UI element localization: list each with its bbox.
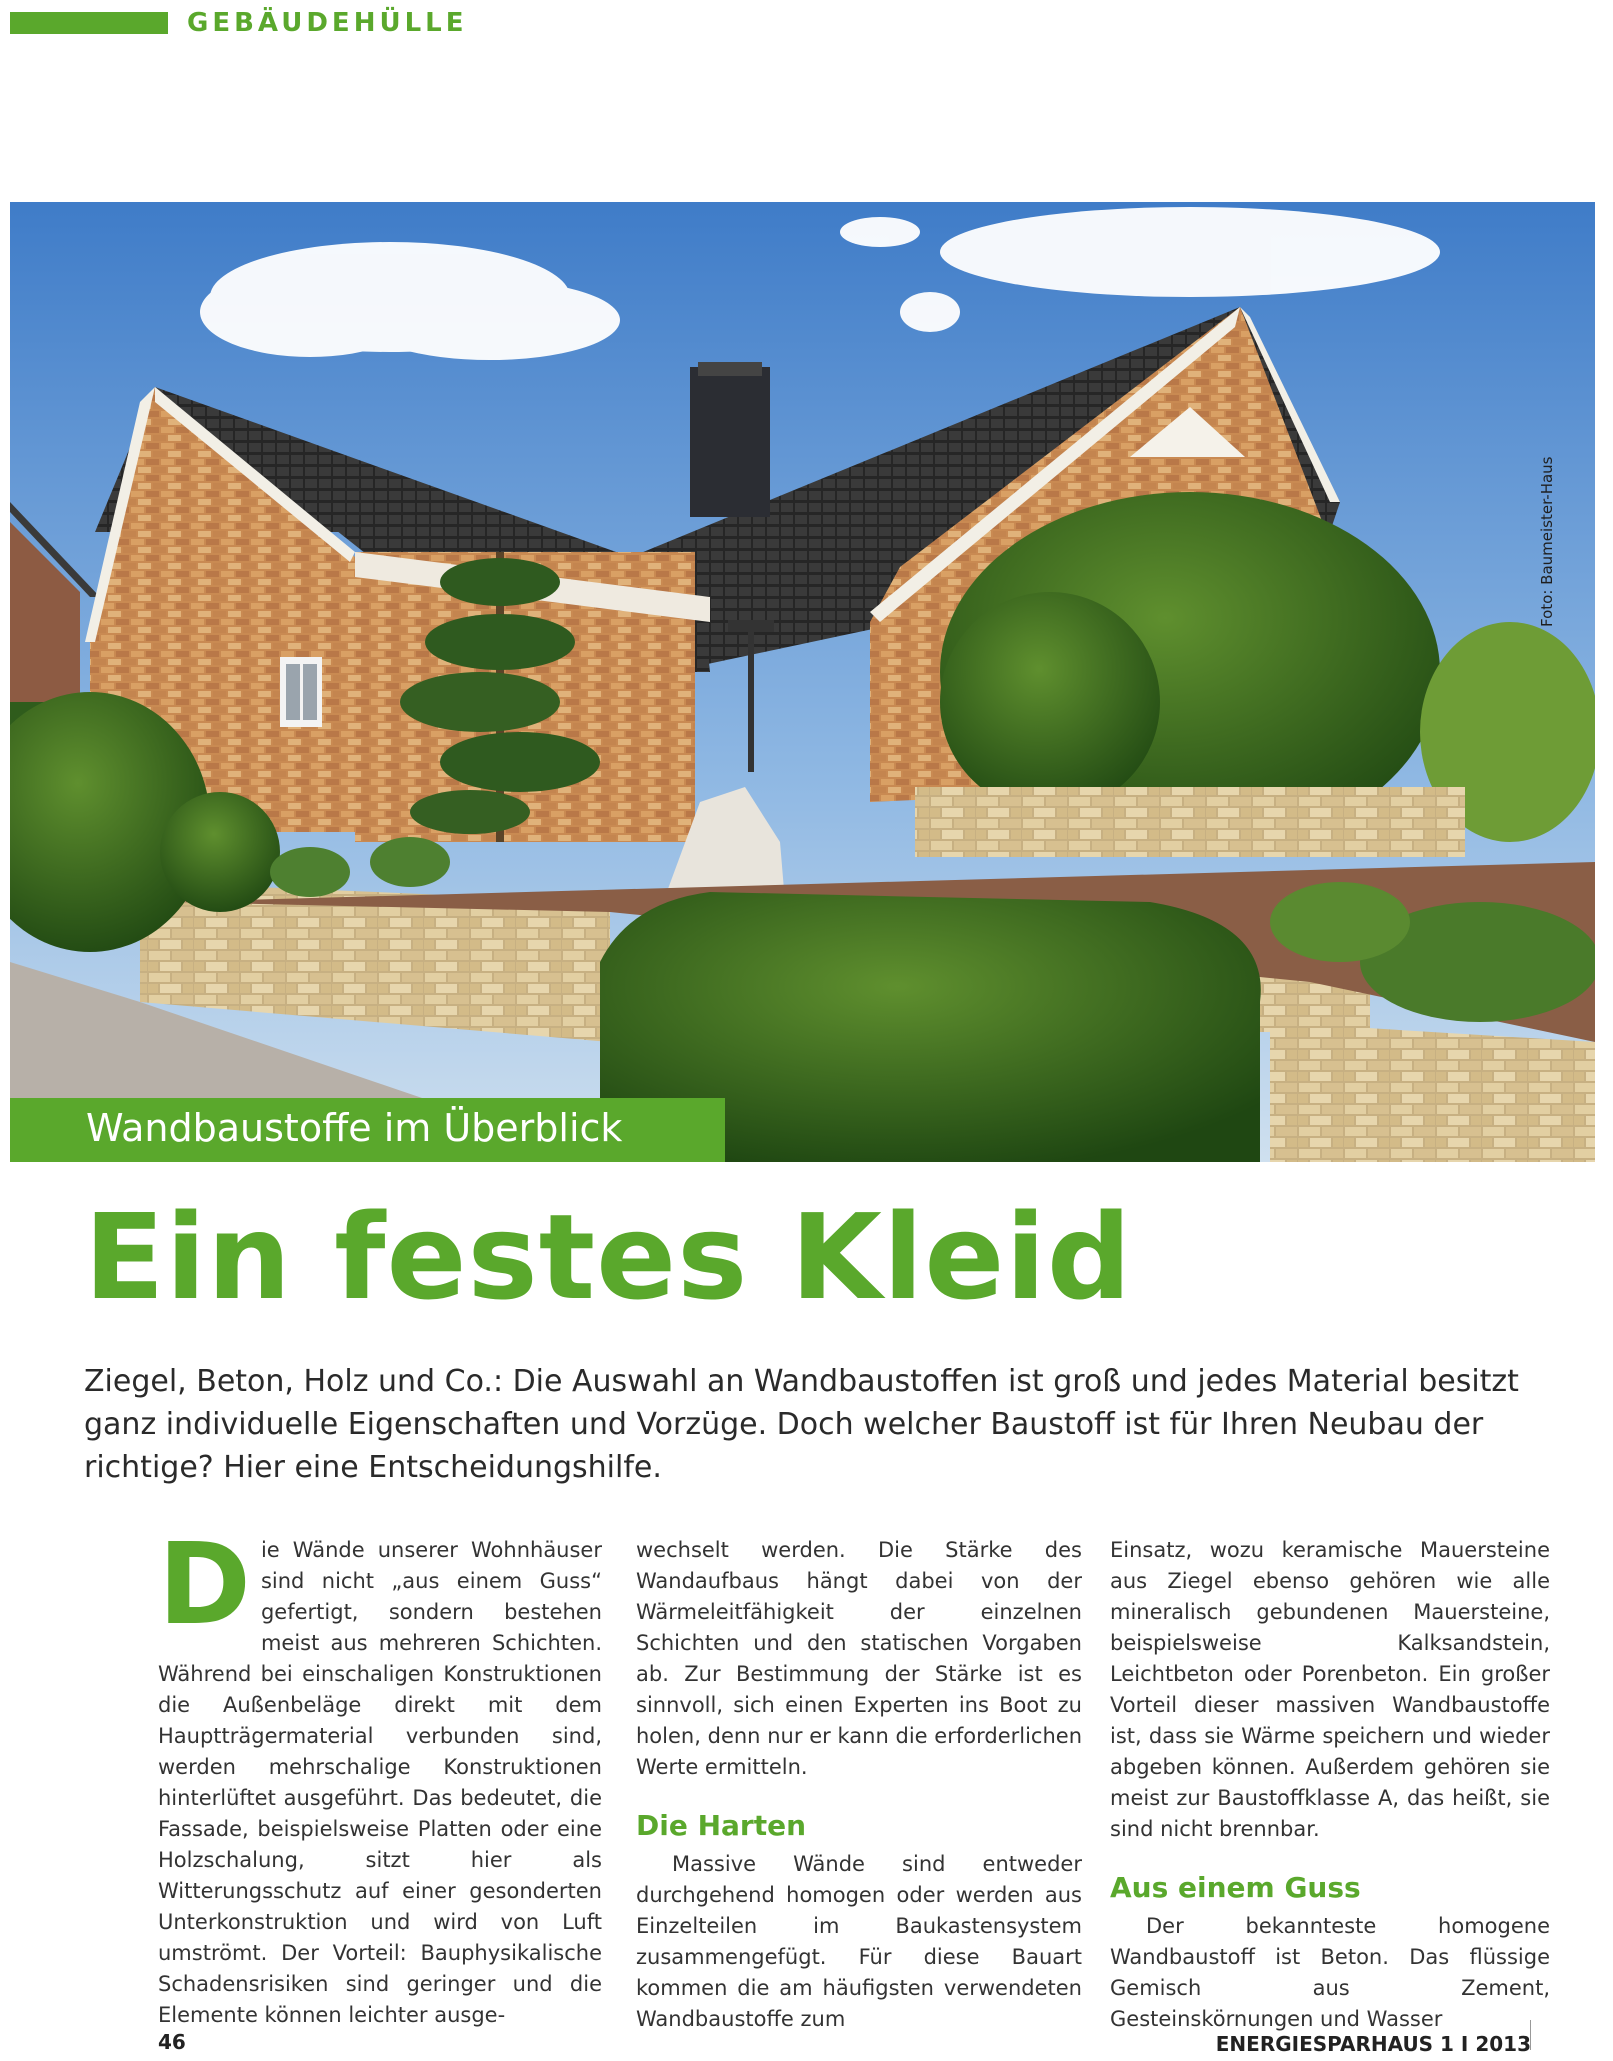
lead-paragraph: Ziegel, Beton, Holz und Co.: Die Auswahl an Wandbaustoffen ist groß und jedes Material besitzt ganz individuelle Eigenschaften und Vorzüge. Doch welcher Baustoff ist für Ihren Neubau der richtige? Hier eine Entscheidungshilfe. (84, 1364, 1519, 1485)
column-1 (158, 1520, 602, 2031)
subheading: Die Harten (636, 1809, 807, 1842)
column-3 (1110, 1535, 1550, 2035)
kicker-banner (10, 1098, 725, 1162)
photo-credit: Foto: Baumeister-Haus (1538, 456, 1556, 627)
body-paragraph: Massive Wände sind entweder durchgehend homogen oder werden aus Einzelteilen im Baukastensystem zusammengefügt. Für diese Bauart kommen die am häufigsten verwendeten Wandbaustoffe zum (636, 1852, 1082, 2031)
kicker-text: Wandbaustoffe im Überblick (86, 1106, 623, 1150)
section-label: GEBÄUDEHÜLLE (187, 8, 468, 38)
body-paragraph: wechselt werden. Die Stärke des Wandaufbaus hängt dabei von der Wärmeleitfähigkeit der einzelnen Schichten und den statischen Vorgaben ab. Zur Bestimmung der Stärke ist es sinnvoll, sich einen Experten ins Boot zu holen, denn nur er kann die erforderlichen Werte ermitteln. (636, 1538, 1082, 1779)
page-number: 46 (158, 2030, 186, 2054)
body-paragraph: Einsatz, wozu keramische Mauersteine aus Ziegel ebenso gehören wie alle mineralisch gebundenen Mauersteine, beispielsweise Kalksandstein, Leichtbeton oder Porenbeton. Ein großer Vorteil dieser massiven Wandbaustoffe ist, dass sie Wärme speichern und wieder abgeben können. Außerdem gehören sie meist zur Baustoffklasse A, das heißt, sie sind nicht brennbar. (1110, 1538, 1550, 1841)
section-color-bar (10, 12, 168, 34)
drop-cap: D (158, 1520, 251, 1650)
body-paragraph: Der bekannteste homogene Wandbaustoff ist Beton. Das flüssige Gemisch aus Zement, Gesteinskörnungen und Wasser (1110, 1914, 1550, 2031)
headline: Ein festes Kleid (84, 1188, 1133, 1326)
magazine-issue: ENERGIESPARHAUS 1 I 2013 (1215, 2032, 1531, 2056)
house-photo (10, 202, 1595, 1162)
column-2 (636, 1535, 1082, 2035)
body-paragraph: ie Wände unserer Wohnhäuser sind nicht „aus einem Guss“ gefertigt, sondern bestehen meist aus mehreren Schichten. Während bei einschaligen Konstruktionen die Außenbeläge direkt mit dem Hauptträgermaterial verbunden sind, werden mehrschalige Konstruktionen hinterlüftet ausgeführt. Das bedeutet, die Fassade, beispielsweise Platten oder eine Holzschalung, sitzt hier als Witterungsschutz auf einer gesonderten Unterkonstruktion und wird von Luft umströmt. Der Vorteil: Bauphysikalische Schadensrisiken sind geringer und die Elemente können leichter ausge- (158, 1538, 602, 2027)
subheading: Aus einem Guss (1110, 1871, 1361, 1904)
